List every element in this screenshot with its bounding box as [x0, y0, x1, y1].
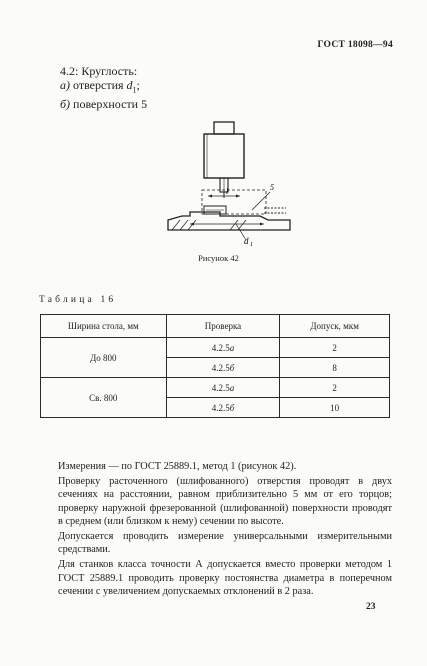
indicator-cap — [214, 122, 234, 134]
check-number: 4.2.5 — [211, 362, 230, 373]
table-header-tolerance: Допуск, мкм — [280, 315, 390, 338]
clause-title: 4.2: Круглость: — [60, 64, 138, 78]
figure-42-drawing — [160, 120, 300, 248]
check-letter: а — [229, 342, 235, 353]
check-number: 4.2.5 — [211, 382, 230, 393]
table-header-width: Ширина стола, мм — [41, 315, 167, 338]
leader-5 — [252, 192, 270, 210]
check-number: 4.2.5 — [211, 342, 230, 353]
clause-item-b-prefix: б) — [60, 97, 71, 112]
figure-label-l: l — [226, 187, 229, 196]
check-letter: а — [229, 382, 235, 393]
document-header-code: ГОСТ 18098—94 — [317, 40, 393, 50]
figure-label-d-sub: 1 — [250, 242, 253, 248]
figure-42-svg — [160, 120, 300, 248]
figure-label-d: d — [244, 236, 249, 246]
table-cell-check — [166, 378, 280, 398]
check-number: 4.2.5 — [211, 402, 230, 413]
paragraph-tools: Допускается проводить измерение универсальными измерительными средствами. — [58, 531, 392, 556]
table-cell-check — [166, 398, 280, 418]
paragraph-measurement: Измерения — по ГОСТ 25889.1, метод 1 (рисунок 42). — [58, 461, 297, 472]
clause-item-b-text: поверхности 5 — [73, 97, 148, 112]
hatch-1 — [172, 220, 180, 230]
table-cell-tolerance: 2 — [280, 378, 390, 398]
table-cell-width: Св. 800 — [41, 378, 167, 418]
table-cell-check — [166, 358, 280, 378]
check-letter: б — [229, 402, 235, 413]
clause-item-a-text: отверстия — [73, 78, 124, 92]
table-cell-tolerance: 2 — [280, 338, 390, 358]
table-cell-width: До 800 — [41, 338, 167, 378]
clause-4-2 — [60, 64, 147, 111]
table-cell-check — [166, 338, 280, 358]
part-outline — [168, 212, 290, 230]
page-number: 23 — [366, 602, 376, 612]
table-row — [41, 338, 390, 358]
table-header-row — [41, 315, 390, 338]
figure-label-5: 5 — [270, 183, 274, 192]
clause-item-a-prefix: а) — [60, 78, 70, 92]
dimension-l-arrow-right — [236, 195, 240, 198]
table-cell-tolerance: 8 — [280, 358, 390, 378]
clause-item-b — [60, 97, 147, 111]
table-cell-tolerance: 10 — [280, 398, 390, 418]
indicator-body — [204, 134, 244, 178]
clause-item-a-suffix: ; — [136, 78, 140, 92]
hatch-3 — [188, 220, 196, 230]
paragraph-procedure: Проверку расточенного (шлифованного) отверстия проводят в двух сечениях на расстоянии, равном приблизительно 5 мм от его торцов; проверку наружной фрезерованной (шлифованной) поверхности проводят в среднем (или близком к нему) сечении по высоте. — [58, 476, 392, 527]
dimension-d1-arrow-right — [260, 223, 264, 226]
hatch-2 — [180, 220, 188, 230]
table-label: Таблица 16 — [39, 295, 117, 305]
clause-item-a — [60, 78, 147, 97]
figure-caption: Рисунок 42 — [198, 253, 239, 263]
clause-item-a-subscript: 1 — [132, 85, 137, 95]
table-header-check: Проверка — [166, 315, 280, 338]
tolerance-table — [40, 314, 390, 418]
clause-item-a-symbol: d — [126, 78, 133, 92]
dimension-l-arrow-left — [208, 195, 212, 198]
table-row — [41, 378, 390, 398]
check-letter: б — [229, 362, 235, 373]
dashed-outline — [202, 190, 266, 214]
body-text — [58, 460, 392, 600]
paragraph-class-a: Для станков класса точности А допускается вместо проверки методом 1 ГОСТ 25889.1 проводить проверку постоянства диаметра в поперечном сечении с увеличением допускаемых отклонений в 2 раза. — [58, 559, 392, 597]
